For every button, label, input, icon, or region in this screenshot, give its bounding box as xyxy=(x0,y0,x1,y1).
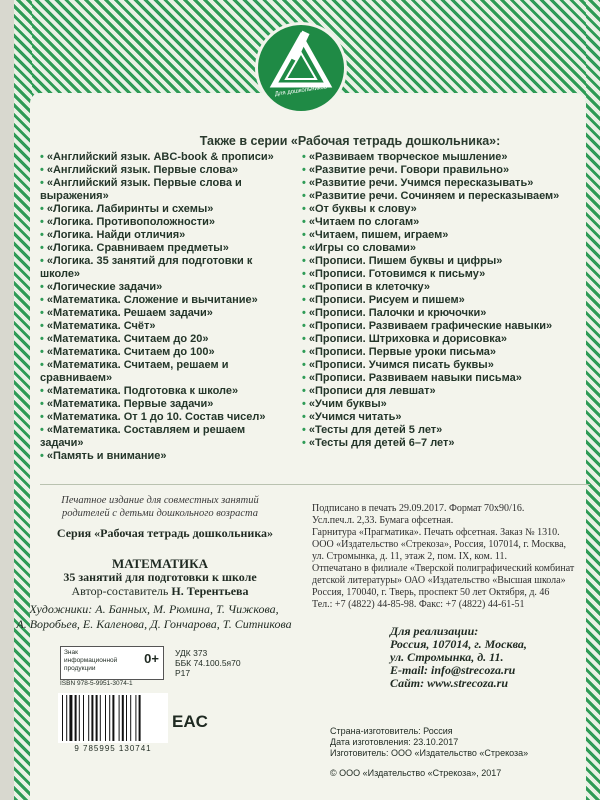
barcode-bar xyxy=(88,695,89,741)
series-list-item-title: «Прописи. Готовимся к письму» xyxy=(308,268,486,280)
series-list-item-title: «Логика. Найди отличия» xyxy=(46,229,186,241)
bullet-icon: • xyxy=(302,307,306,319)
bullet-icon: • xyxy=(40,333,44,345)
artists xyxy=(4,602,304,632)
series-list-item-title: «Математика. Считаем до 20» xyxy=(46,333,209,345)
barcode-bar xyxy=(96,695,98,741)
series-list-item xyxy=(40,242,290,255)
series-list-item xyxy=(302,151,592,164)
series-list-item xyxy=(302,424,592,437)
bullet-icon: • xyxy=(40,424,44,436)
series-list-item-title: «Прописи для левшат» xyxy=(308,385,436,397)
series-list-item xyxy=(302,164,592,177)
series-list-item xyxy=(302,307,592,320)
bullet-icon: • xyxy=(302,294,306,306)
bullet-icon: • xyxy=(302,177,306,189)
series-list-item xyxy=(40,255,290,281)
series-list-item xyxy=(302,216,592,229)
barcode-bar xyxy=(83,695,84,741)
bullet-icon: • xyxy=(40,359,44,371)
bullet-icon: • xyxy=(302,164,306,176)
series-list-item xyxy=(40,203,290,216)
book-title: МАТЕМАТИКА xyxy=(112,556,208,571)
series-list-left xyxy=(40,151,290,463)
series-list-item xyxy=(302,177,592,190)
series-list-item-title: «Математика. Считаем, решаем и сравниваем» xyxy=(40,359,229,384)
series-list-item xyxy=(302,294,592,307)
manufacturer-line: Страна-изготовитель: Россия xyxy=(330,726,453,736)
barcode-bar xyxy=(105,695,106,741)
bullet-icon: • xyxy=(302,372,306,384)
author-name: Н. Терентьева xyxy=(171,584,249,598)
bullet-icon: • xyxy=(302,424,306,436)
age-rating: 0+ xyxy=(144,651,159,666)
series-list-item xyxy=(302,242,592,255)
divider xyxy=(40,484,590,485)
series-list-item xyxy=(40,216,290,229)
bullet-icon: • xyxy=(302,229,306,241)
series-list-item-title: «Английский язык. Первые слова и выражения» xyxy=(40,177,242,202)
imprint-line: Гарнитура «Прагматика». Печать офсетная. Заказ № 1310. xyxy=(312,527,560,538)
series-list-item-title: «Игры со словами» xyxy=(308,242,416,254)
imprint-line: ул. Стромынка, д. 11, этаж 2, пом. IX, ком. 11. xyxy=(312,551,507,562)
barcode-digits: 9 785995 130741 xyxy=(74,744,152,753)
manufacturer-line: Изготовитель: ООО «Издательство «Стрекоза» xyxy=(330,748,529,758)
series-list-right xyxy=(302,151,592,450)
series-list-item-title: «Математика. Счёт» xyxy=(46,320,156,332)
bullet-icon: • xyxy=(40,307,44,319)
series-heading: Также в серии «Рабочая тетрадь дошкольника»: xyxy=(199,134,501,148)
series-list-item xyxy=(40,164,290,177)
book-subtitle: 35 занятий для подготовки к школе xyxy=(63,570,257,584)
series-list-item xyxy=(40,346,290,359)
bullet-icon: • xyxy=(40,398,44,410)
bullet-icon: • xyxy=(302,203,306,215)
series-list-item-title: «Прописи. Первые уроки письма» xyxy=(308,346,497,358)
bullet-icon: • xyxy=(40,229,44,241)
series-list-item xyxy=(302,346,592,359)
bullet-icon: • xyxy=(302,385,306,397)
series-list-item xyxy=(40,307,290,320)
bullet-icon: • xyxy=(302,359,306,371)
series-list-item xyxy=(302,398,592,411)
sales-line: Для реализации: xyxy=(390,624,479,638)
sales-block xyxy=(390,625,590,690)
author-label: Автор-составитель xyxy=(71,584,169,598)
series-list-item xyxy=(302,203,592,216)
series-list-item-title: «Развиваем творческое мышление» xyxy=(308,151,508,163)
bullet-icon: • xyxy=(302,437,306,449)
series-list-item-title: «Прописи. Учимся писать буквы» xyxy=(308,359,494,371)
series-list-item-title: «Математика. От 1 до 10. Состав чисел» xyxy=(46,411,266,423)
series-list-item-title: «Прописи. Развиваем графические навыки» xyxy=(308,320,553,332)
barcode-bar xyxy=(135,695,136,741)
series-list-item xyxy=(40,281,290,294)
series-list-item-title: «Прописи. Пишем буквы и цифры» xyxy=(308,255,503,267)
bullet-icon: • xyxy=(302,333,306,345)
code-line: Р17 xyxy=(175,668,191,678)
series-list-item-title: «Математика. Решаем задачи» xyxy=(46,307,213,319)
series-list-item-title: «Математика. Подготовка к школе» xyxy=(46,385,239,397)
series-list-item-title: «Прописи в клеточку» xyxy=(308,281,431,293)
barcode-bar xyxy=(126,695,127,741)
info-sign-label: Знак информационной продукции xyxy=(64,649,118,672)
imprint-line: Тел.: +7 (4822) 44-85-98. Факс: +7 (4822) 44-61-51 xyxy=(312,599,525,610)
artists-line-1: Художники: А. Банных, М. Рюмина, Т. Чижкова, xyxy=(29,602,279,616)
sales-line[interactable]: Сайт: www.strecoza.ru xyxy=(390,676,508,690)
barcode-bar xyxy=(109,695,110,741)
barcode-bar xyxy=(91,695,93,741)
bullet-icon: • xyxy=(40,216,44,228)
imprint-line: ООО «Издательство «Стрекоза», Россия, 107014, г. Москва, xyxy=(312,539,567,550)
series-list-item xyxy=(302,411,592,424)
series-list-item-title: «Математика. Составляем и решаем задачи» xyxy=(40,424,246,449)
bullet-icon: • xyxy=(302,216,306,228)
sales-line: Россия, 107014, г. Москва, xyxy=(390,637,527,651)
bullet-icon: • xyxy=(302,320,306,332)
series-list-item xyxy=(302,190,592,203)
code-line: УДК 373 xyxy=(175,648,208,658)
barcode-bar xyxy=(69,695,72,741)
bullet-icon: • xyxy=(302,255,306,267)
series-list-item-title: «Прописи. Рисуем и пишем» xyxy=(308,294,465,306)
barcode-icon xyxy=(58,693,168,743)
series-list-item-title: «Математика. Сложение и вычитание» xyxy=(46,294,258,306)
bullet-icon: • xyxy=(302,398,306,410)
series-list-item-title: «Развитие речи. Учимся пересказывать» xyxy=(308,177,534,189)
series-list-item xyxy=(302,281,592,294)
series-list-item-title: «Логика. Противоположности» xyxy=(46,216,215,228)
barcode-bar xyxy=(112,695,114,741)
bullet-icon: • xyxy=(40,346,44,358)
series-list-item xyxy=(302,437,592,450)
barcode-bar xyxy=(139,695,141,741)
series-list-item-title: «Логика. Лабиринты и схемы» xyxy=(46,203,214,215)
bullet-icon: • xyxy=(302,190,306,202)
bullet-icon: • xyxy=(40,151,44,163)
info-product-sign xyxy=(60,646,164,680)
bullet-icon: • xyxy=(40,177,44,189)
barcode-bar xyxy=(119,695,120,741)
series-list-item-title: «Математика. Первые задачи» xyxy=(46,398,214,410)
series-list-item xyxy=(302,359,592,372)
bullet-icon: • xyxy=(40,450,44,462)
series-list-item xyxy=(40,333,290,346)
series-list-item xyxy=(302,268,592,281)
series-list-item xyxy=(302,372,592,385)
barcode-bar xyxy=(66,695,67,741)
bullet-icon: • xyxy=(302,151,306,163)
series-list-item xyxy=(40,398,290,411)
barcode-bar xyxy=(130,695,131,741)
bullet-icon: • xyxy=(40,385,44,397)
series-list-item-title: «Английский язык. ABC-book & прописи» xyxy=(46,151,274,163)
manufacturer-line: Дата изготовления: 23.10.2017 xyxy=(330,737,459,747)
series-list-item-title: «Прописи. Штриховка и дорисовка» xyxy=(308,333,507,345)
edition-note: Печатное издание для совместных занятий родителей с детьми дошкольного возраста xyxy=(61,495,259,519)
barcode-bar xyxy=(122,695,124,741)
logo-caption: Для дошкольников xyxy=(274,84,328,98)
eac-mark: EAC xyxy=(172,712,208,731)
imprint-line: Подписано в печать 29.09.2017. Формат 70х90/16. xyxy=(312,503,525,514)
series-list-item-title: «Тесты для детей 5 лет» xyxy=(308,424,443,436)
series-list-item-title: «Математика. Считаем до 100» xyxy=(46,346,215,358)
series-list-item xyxy=(40,294,290,307)
series-list-item xyxy=(40,450,290,463)
series-list-item xyxy=(40,151,290,164)
imprint-line: Отпечатано в филиале «Тверской полиграфический комбинат детской литературы» ОАО «Издательство «Высшая школа» Россия, 170040, г. Тверь, проспект 50 лет Октября, д. 46 xyxy=(312,563,575,598)
classification-codes xyxy=(175,648,241,678)
series-list-item xyxy=(302,229,592,242)
bullet-icon: • xyxy=(302,281,306,293)
series-list-item-title: «Читаем, пишем, играем» xyxy=(308,229,449,241)
series-list-item-title: «От буквы к слову» xyxy=(308,203,417,215)
series-list-item-title: «Логика. 35 занятий для подготовки к школе» xyxy=(40,255,253,280)
bullet-icon: • xyxy=(40,411,44,423)
series-list-item xyxy=(40,177,290,203)
series-list-item xyxy=(40,229,290,242)
series-list-item xyxy=(40,411,290,424)
bullet-icon: • xyxy=(40,255,44,267)
barcode-bar xyxy=(79,695,80,741)
bullet-icon: • xyxy=(302,242,306,254)
series-list-item-title: «Прописи. Палочки и крючочки» xyxy=(308,307,487,319)
series-name: Серия «Рабочая тетрадь дошкольника» xyxy=(56,526,274,540)
series-logo xyxy=(255,22,347,114)
series-list-item-title: «Память и внимание» xyxy=(46,450,167,462)
isbn: ISBN 978-5-9951-3074-1 xyxy=(60,680,133,687)
barcode-bar xyxy=(62,695,63,741)
series-list-item-title: «Учимся читать» xyxy=(308,411,402,423)
series-list-item-title: «Учим буквы» xyxy=(308,398,387,410)
bullet-icon: • xyxy=(40,164,44,176)
series-list-item xyxy=(302,255,592,268)
series-list-item-title: «Развитие речи. Говори правильно» xyxy=(308,164,510,176)
bullet-icon: • xyxy=(302,268,306,280)
series-list-item xyxy=(40,424,290,450)
copyright: © ООО «Издательство «Стрекоза», 2017 xyxy=(330,768,502,778)
sales-line: ул. Стромынка, д. 11. xyxy=(390,650,504,664)
artists-line-2: А. Воробьев, Е. Каленова, Д. Гончарова, Т. Ситникова xyxy=(16,617,292,631)
code-line: ББК 74.100.5я70 xyxy=(175,658,241,668)
series-list-item-title: «Английский язык. Первые слова» xyxy=(46,164,239,176)
bullet-icon: • xyxy=(302,346,306,358)
bullet-icon: • xyxy=(40,320,44,332)
series-list-item-title: «Логические задачи» xyxy=(46,281,163,293)
bullet-icon: • xyxy=(40,242,44,254)
bullet-icon: • xyxy=(40,294,44,306)
series-list-item xyxy=(302,333,592,346)
series-list-item xyxy=(302,385,592,398)
barcode-bar xyxy=(75,695,77,741)
barcode-bar xyxy=(100,695,101,741)
series-list-item xyxy=(40,359,290,385)
imprint-block xyxy=(312,503,592,611)
sales-line[interactable]: E-mail: info@strecoza.ru xyxy=(390,663,516,677)
bullet-icon: • xyxy=(40,281,44,293)
series-list-item-title: «Прописи. Развиваем навыки письма» xyxy=(308,372,522,384)
series-list-item xyxy=(302,320,592,333)
imprint-line: Усл.печ.л. 2,33. Бумага офсетная. xyxy=(312,515,454,526)
author-line xyxy=(20,584,300,599)
manufacturer-block xyxy=(330,726,590,759)
series-list-item xyxy=(40,320,290,333)
series-list-item-title: «Логика. Сравниваем предметы» xyxy=(46,242,229,254)
series-list-item xyxy=(40,385,290,398)
triangle-pencil-icon xyxy=(258,25,344,111)
series-list-item-title: «Читаем по слогам» xyxy=(308,216,420,228)
series-list-item-title: «Тесты для детей 6–7 лет» xyxy=(308,437,455,449)
bullet-icon: • xyxy=(302,411,306,423)
bullet-icon: • xyxy=(40,203,44,215)
series-list-item-title: «Развитие речи. Сочиняем и пересказываем» xyxy=(308,190,560,202)
